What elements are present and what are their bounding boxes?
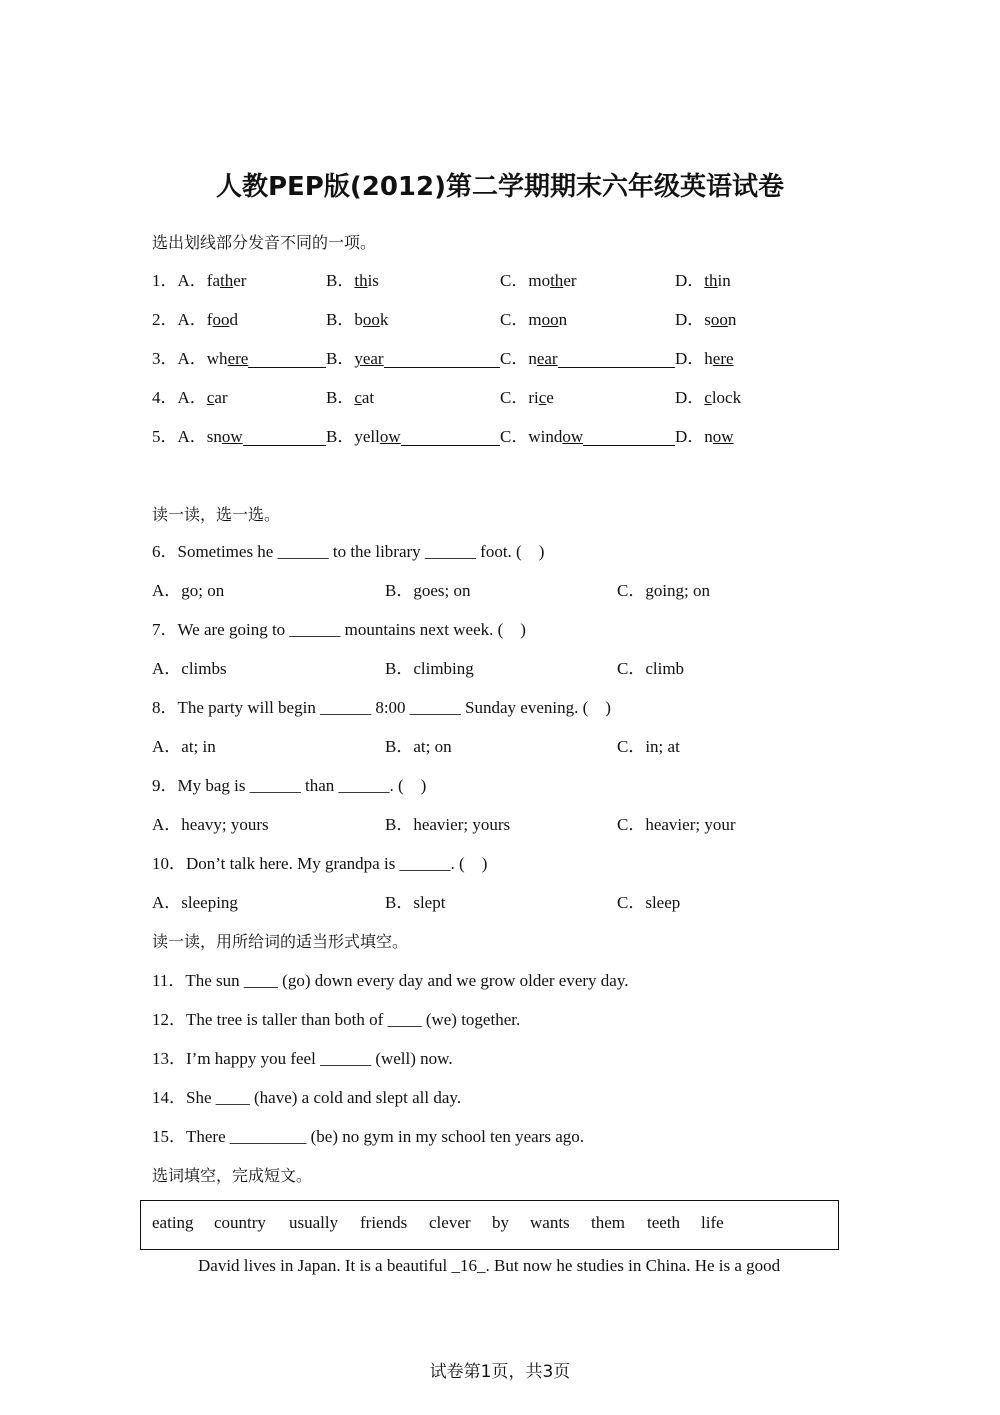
phonics-option (500, 426, 583, 448)
word-part: n (528, 349, 537, 368)
word-part: yell (354, 427, 380, 446)
word-part: wind (528, 427, 563, 446)
word-box-item: clever (429, 1213, 471, 1232)
word-part: er (563, 271, 577, 290)
answer-underline (401, 445, 500, 446)
option-letter: B． (326, 427, 355, 446)
underlined-part: year (354, 349, 384, 368)
section-heading-read-choose: 读一读，选一选。 (152, 505, 281, 524)
passage-text: David lives in Japan. It is a beautiful _16_. But now he studies in China. He is a good (198, 1256, 781, 1275)
word-part: is (367, 271, 379, 290)
question-number: 3． (152, 349, 178, 368)
phonics-option (675, 426, 734, 448)
phonics-option (500, 348, 558, 370)
mc-question: 9．My bag is ______ than ______. ( ) (152, 776, 427, 795)
word-box-item: teeth (647, 1213, 681, 1232)
option-letter: C． (500, 271, 529, 290)
underlined-part: ow (562, 427, 584, 446)
underlined-part: ear (536, 349, 558, 368)
phonics-option (152, 270, 246, 292)
answer-underline (384, 367, 500, 368)
word-part: k (379, 310, 389, 329)
option-letter: D． (675, 427, 705, 446)
mc-option-b: B．at; on (385, 737, 452, 756)
phonics-option (500, 387, 554, 409)
underlined-part: th (354, 271, 368, 290)
option-letter: C． (500, 349, 529, 368)
word-part: n (704, 427, 713, 446)
word-part: f (206, 310, 213, 329)
underlined-part: c (538, 388, 547, 407)
option-letter: A． (177, 388, 207, 407)
mc-option-c: C．heavier; your (617, 815, 736, 834)
underlined-part: oo (212, 310, 230, 329)
underlined-part: c (704, 388, 712, 407)
phonics-option (675, 348, 734, 370)
phonics-option (152, 309, 238, 331)
phonics-option (326, 387, 374, 409)
fill-question: 13．I’m happy you feel ______ (well) now. (152, 1049, 453, 1068)
mc-option-a: A．heavy; yours (152, 815, 269, 834)
underlined-part: c (354, 388, 362, 407)
underlined-part: th (704, 271, 718, 290)
word-part: in (717, 271, 731, 290)
word-part: e (546, 388, 554, 407)
option-letter: A． (177, 349, 207, 368)
option-letter: D． (675, 310, 705, 329)
section-heading-fill-form: 读一读，用所给词的适当形式填空。 (152, 932, 409, 951)
underlined-part: th (220, 271, 234, 290)
option-letter: A． (177, 310, 207, 329)
word-part: m (528, 310, 542, 329)
word-part: wh (206, 349, 228, 368)
answer-underline (248, 367, 326, 368)
word-part: ar (214, 388, 228, 407)
word-part: s (704, 310, 711, 329)
mc-question: 8．The party will begin ______ 8:00 ______ Sunday evening. ( ) (152, 698, 611, 717)
fill-question: 14．She ____ (have) a cold and slept all day. (152, 1088, 462, 1107)
mc-option-c: C．sleep (617, 893, 681, 912)
mc-option-c: C．climb (617, 659, 685, 678)
page-title: 人教PEP版(2012)第二学期期末六年级英语试卷 (215, 172, 784, 202)
fill-question: 12．The tree is taller than both of ____ (we) together. (152, 1010, 521, 1029)
option-letter: A． (177, 427, 207, 446)
mc-question: 10．Don’t talk here. My grandpa is ______. ( ) (152, 854, 488, 873)
word-box-item: country (214, 1213, 266, 1232)
word-part: b (354, 310, 363, 329)
phonics-option (326, 270, 379, 292)
mc-question: 6．Sometimes he ______ to the library ______ foot. ( ) (152, 542, 545, 561)
word-part: mo (528, 271, 551, 290)
question-number: 1． (152, 271, 178, 290)
word-part: n (727, 310, 737, 329)
mc-option-a: A．sleeping (152, 893, 238, 912)
answer-underline (583, 445, 675, 446)
word-part: d (229, 310, 238, 329)
answer-underline (243, 445, 326, 446)
question-number: 5． (152, 427, 178, 446)
option-letter: C． (500, 388, 529, 407)
underlined-part: ere (227, 349, 249, 368)
underlined-part: ere (712, 349, 734, 368)
mc-option-b: B．goes; on (385, 581, 471, 600)
mc-option-c: C．going; on (617, 581, 711, 600)
section-heading-phonics: 选出划线部分发音不同的一项。 (152, 233, 377, 252)
fill-question: 15．There _________ (be) no gym in my school ten years ago. (152, 1127, 584, 1146)
mc-option-a: A．climbs (152, 659, 227, 678)
phonics-option (500, 309, 567, 331)
option-letter: A． (177, 271, 207, 290)
mc-question: 7．We are going to ______ mountains next week. ( ) (152, 620, 526, 639)
underlined-part: ow (379, 427, 401, 446)
underlined-part: ow (712, 427, 734, 446)
option-letter: D． (675, 271, 705, 290)
phonics-option (152, 387, 228, 409)
word-part: h (704, 349, 713, 368)
mc-option-a: A．at; in (152, 737, 216, 756)
word-box-item: them (591, 1213, 625, 1232)
option-letter: B． (326, 388, 355, 407)
word-box-item: eating (152, 1213, 194, 1232)
underlined-part: ow (221, 427, 243, 446)
option-letter: D． (675, 388, 705, 407)
word-box-item: friends (360, 1213, 408, 1232)
mc-option-b: B．climbing (385, 659, 474, 678)
underlined-part: c (206, 388, 215, 407)
option-letter: B． (326, 349, 355, 368)
option-letter: B． (326, 310, 355, 329)
word-part: n (558, 310, 568, 329)
word-box-item: usually (289, 1213, 339, 1232)
question-number: 4． (152, 388, 178, 407)
mc-option-b: B．slept (385, 893, 446, 912)
word-part: at (361, 388, 375, 407)
underlined-part: oo (362, 310, 380, 329)
word-box-item: life (701, 1213, 724, 1232)
mc-option-a: A．go; on (152, 581, 225, 600)
mc-option-c: C．in; at (617, 737, 680, 756)
word-part: fa (206, 271, 220, 290)
word-box (140, 1200, 839, 1250)
underlined-part: th (550, 271, 564, 290)
phonics-option (675, 309, 736, 331)
phonics-option (326, 348, 384, 370)
section-heading-word-fill: 选词填空，完成短文。 (152, 1166, 313, 1185)
word-box-item: by (492, 1213, 509, 1232)
word-part: ri (528, 388, 539, 407)
question-number: 2． (152, 310, 178, 329)
mc-option-b: B．heavier; yours (385, 815, 511, 834)
phonics-option (500, 270, 577, 292)
phonics-option (152, 348, 248, 370)
option-letter: B． (326, 271, 355, 290)
underlined-part: oo (710, 310, 728, 329)
page-footer: 试卷第1页，共3页 (429, 1362, 571, 1382)
fill-question: 11．The sun ____ (go) down every day and we grow older every day. (152, 971, 629, 990)
phonics-option (152, 426, 243, 448)
phonics-option (326, 426, 401, 448)
option-letter: C． (500, 427, 529, 446)
word-box-item: wants (530, 1213, 570, 1232)
word-part: lock (711, 388, 742, 407)
phonics-option (675, 270, 731, 292)
option-letter: D． (675, 349, 705, 368)
underlined-part: oo (541, 310, 559, 329)
phonics-option (326, 309, 388, 331)
answer-underline (558, 367, 675, 368)
phonics-option (675, 387, 741, 409)
word-part: er (233, 271, 247, 290)
option-letter: C． (500, 310, 529, 329)
word-part: sn (206, 427, 222, 446)
